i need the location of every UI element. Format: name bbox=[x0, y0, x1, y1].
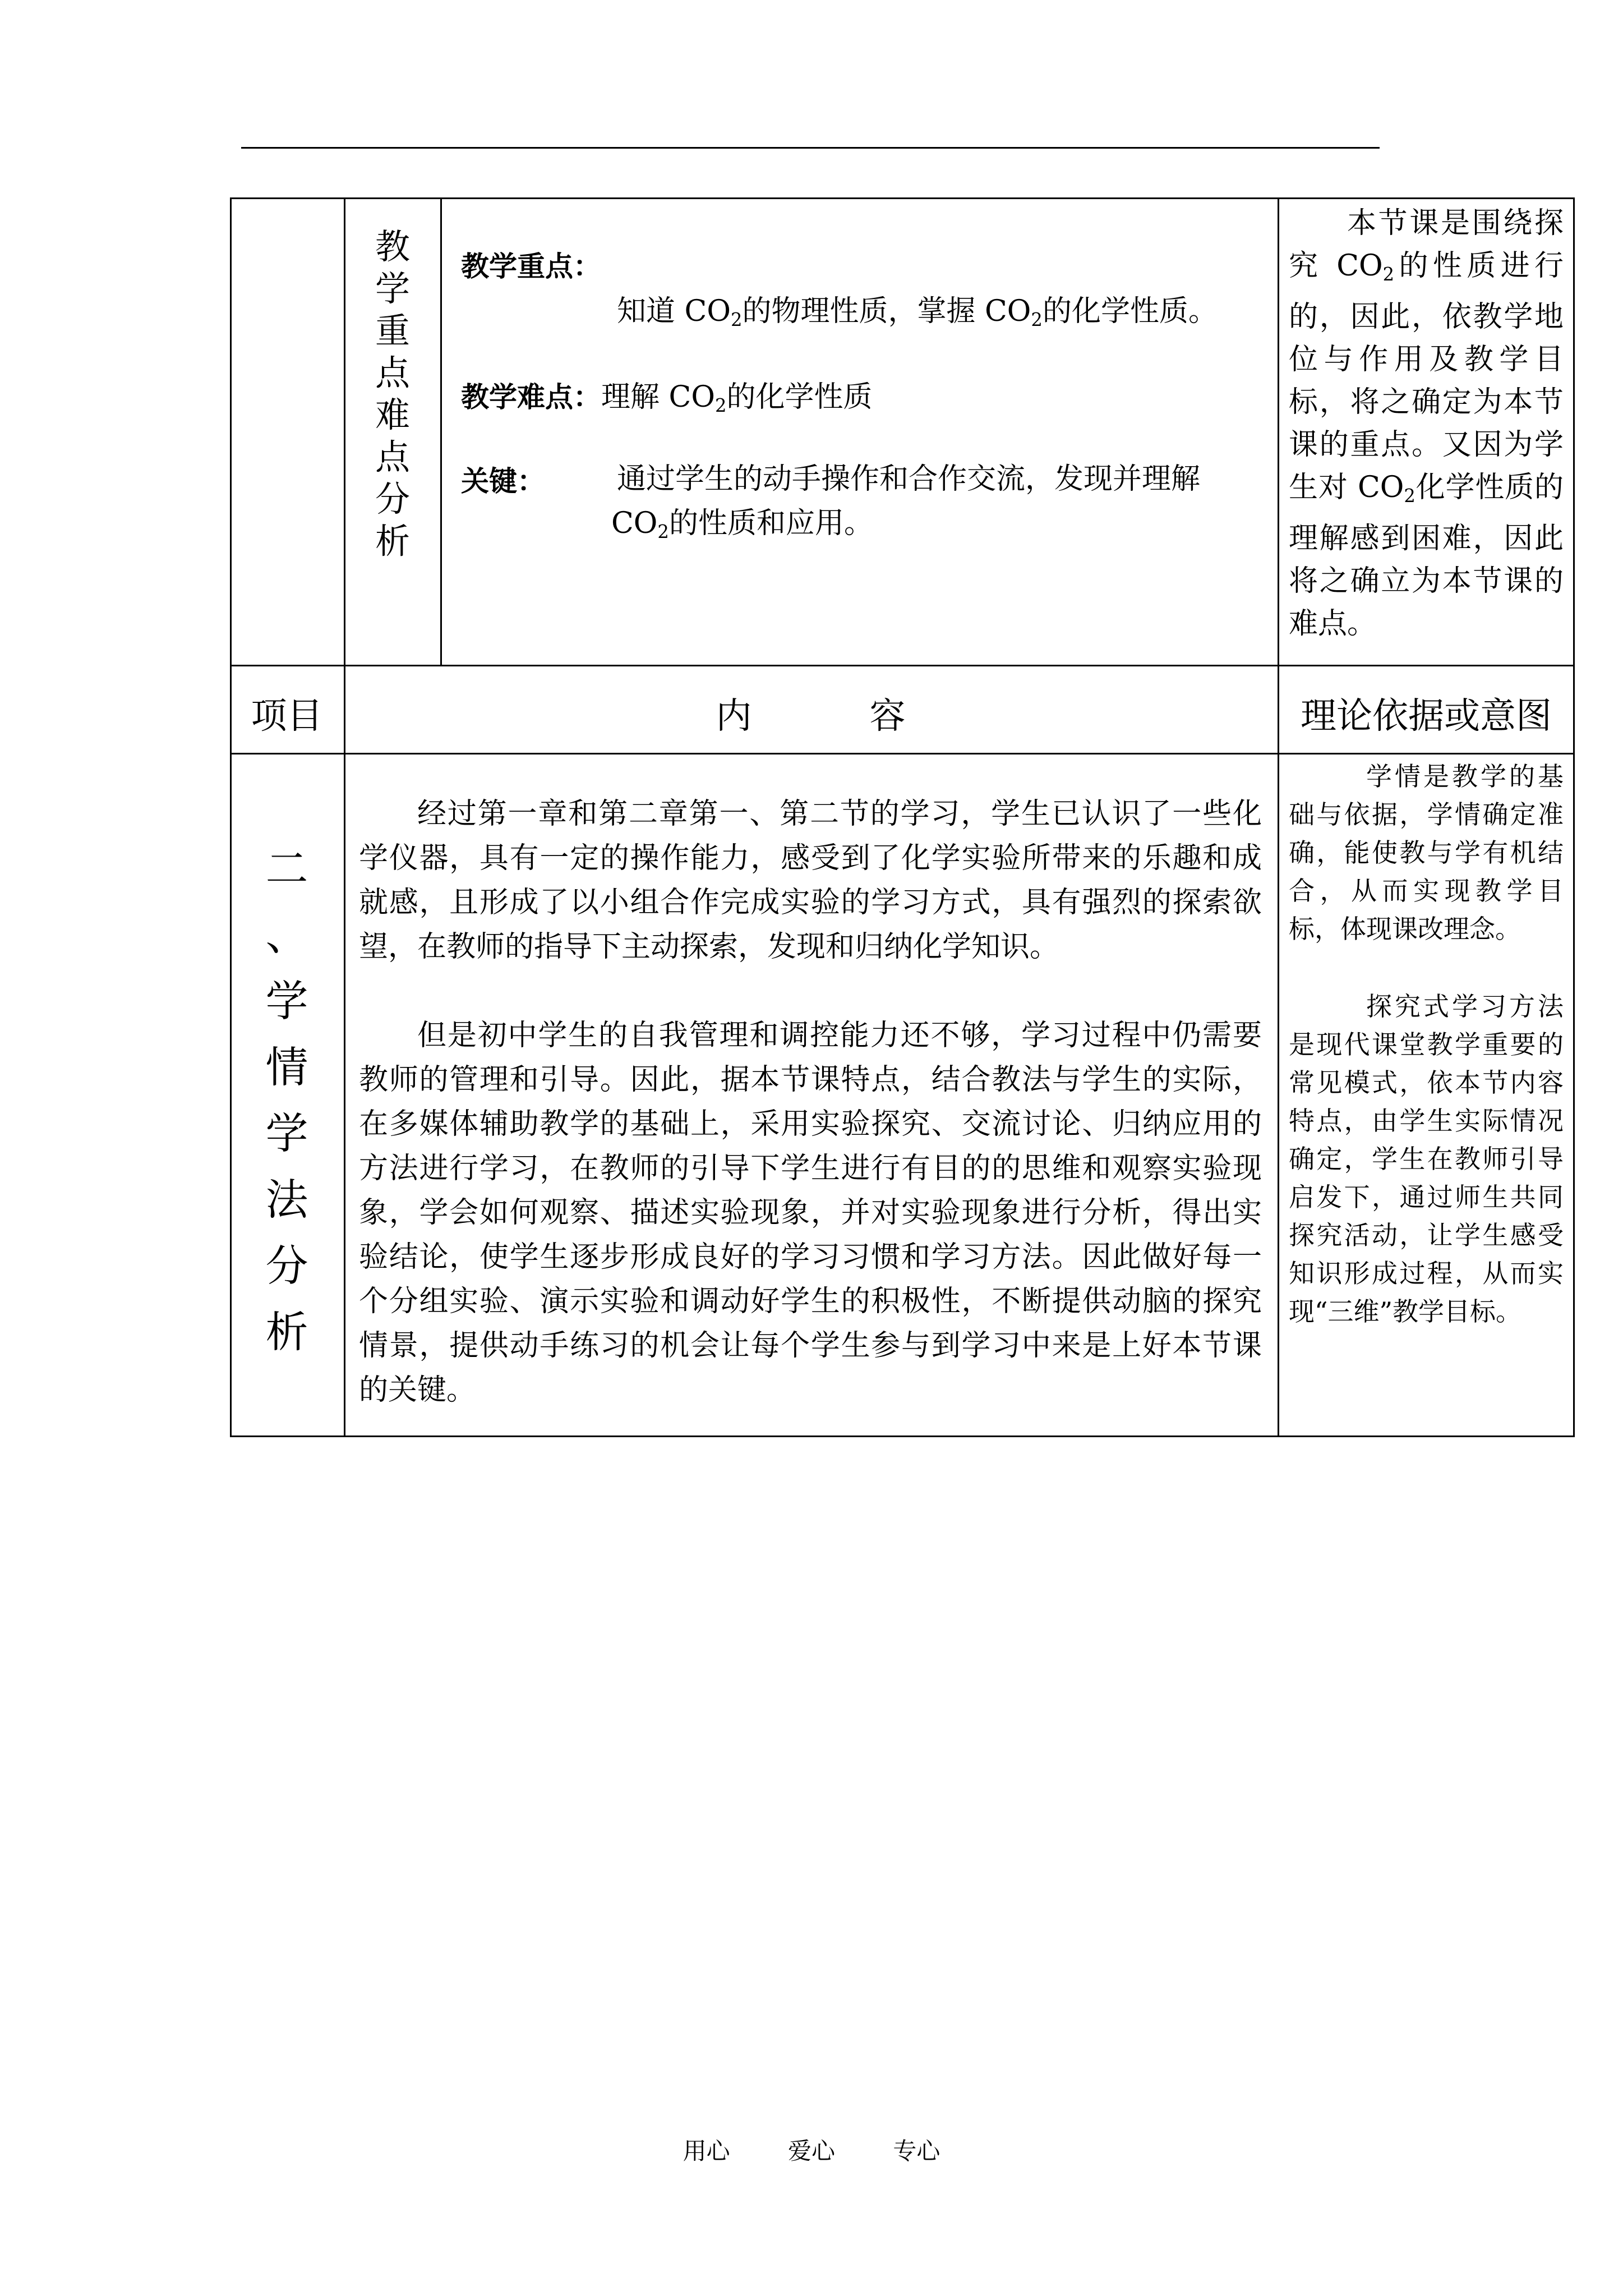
key-label: 关键： bbox=[461, 464, 545, 498]
key-text: 通过学生的动手操作和合作交流，发现并理解 bbox=[617, 462, 1201, 496]
label-char: 、 bbox=[265, 910, 308, 960]
row-divider bbox=[230, 753, 1575, 754]
section2-rationale-1: 学情是教学的基础与依据，学情确定准确，能使教与学有机结合，从而实现教学目标，体现课改理念。 bbox=[1289, 761, 1564, 944]
col-divider bbox=[344, 197, 345, 1437]
difficulty-label: 教学难点： bbox=[461, 380, 601, 413]
section2-paragraph-1: 经过第一章和第二章第一、第二节的学习，学生已认识了一些化学仪器，具有一定的操作能力，感受到了化学实验所带来的乐趣和成就感，且形成了以小组合作完成实验的学习方式，具有强烈的探索欲望，在教师的指导下主动探索，发现和归纳化学知识。 bbox=[359, 797, 1262, 964]
label-char: 点 bbox=[375, 436, 410, 477]
label-char: 学 bbox=[265, 1108, 308, 1158]
key-point-label: 教学重点： bbox=[461, 250, 601, 283]
label-char: 教 bbox=[375, 226, 410, 267]
header-rule bbox=[241, 147, 1380, 149]
footer-item: 专心 bbox=[893, 2137, 940, 2165]
label-char: 学 bbox=[265, 976, 308, 1026]
footer-item: 用心 bbox=[683, 2137, 730, 2165]
label-char: 分 bbox=[375, 478, 410, 519]
page-footer bbox=[0, 2133, 1623, 2166]
col-divider bbox=[440, 197, 442, 665]
label-char: 析 bbox=[375, 521, 410, 562]
section2-label bbox=[230, 836, 344, 1365]
row-divider bbox=[230, 665, 1575, 666]
header-project: 项目 bbox=[251, 696, 323, 737]
label-char: 重 bbox=[375, 310, 410, 351]
difficulty-text-a: 理解 CO bbox=[601, 380, 715, 414]
label-char: 点 bbox=[375, 352, 410, 393]
section1-rationale: 本节课是围绕探究 $CO_2$的性质进行的，因此，依教学地位与作用及教学目标，将之确定为本节课的重点。又因为学生对 $CO_2$化学性质的理解感到困难，因此将之确立为本节课的难点。 bbox=[1289, 206, 1564, 641]
col-divider bbox=[1278, 197, 1279, 1437]
header-content: 内 容 bbox=[716, 696, 906, 737]
difficulty: 教学难点：理解 $CO_2$的化学性质 bbox=[461, 380, 873, 417]
label-char: 析 bbox=[265, 1307, 308, 1357]
footer-item: 爱心 bbox=[787, 2137, 835, 2165]
label-char: 情 bbox=[265, 1042, 308, 1092]
header-rationale: 理论依据或意图 bbox=[1301, 696, 1552, 737]
label-char: 分 bbox=[265, 1241, 308, 1291]
difficulty-text-b: 的化学性质 bbox=[726, 380, 873, 414]
label-char: 难 bbox=[375, 394, 410, 435]
section2-rationale-2: 探究式学习方法是现代课堂教学重要的常见模式，依本节内容特点，由学生实际情况确定，学生在教师引导启发下，通过师生共同探究活动，让学生感受知识形成过程，从而实现“三维”教学目标。 bbox=[1289, 991, 1564, 1327]
label-char: 法 bbox=[265, 1175, 308, 1225]
key-text-2: $CO_2$的性质和应用。 bbox=[611, 507, 873, 543]
section1-label bbox=[353, 226, 432, 562]
label-char: 二 bbox=[265, 844, 308, 894]
key-point-text: 知道 $CO_2$的物理性质，掌握 $CO_2$的化学性质。 bbox=[617, 295, 1218, 331]
label-char: 学 bbox=[375, 268, 410, 309]
section2-paragraph-2: 但是初中学生的自我管理和调控能力还不够，学习过程中仍需要教师的管理和引导。因此，据本节课特点，结合教法与学生的实际，在多媒体辅助教学的基础上，采用实验探究、交流讨论、归纳应用的方法进行学习，在教师的引导下学生进行有目的的思维和观察实验现象，学会如何观察、描述实验现象，并对实验现象进行分析，得出实验结论，使学生逐步形成良好的学习习惯和学习方法。因此做好每一个分组实验、演示实验和调动好学生的积极性，不断提供动脑的探究情景，提供动手练习的机会让每个学生参与到学习中来是上好本节课的关键。 bbox=[359, 1019, 1262, 1407]
